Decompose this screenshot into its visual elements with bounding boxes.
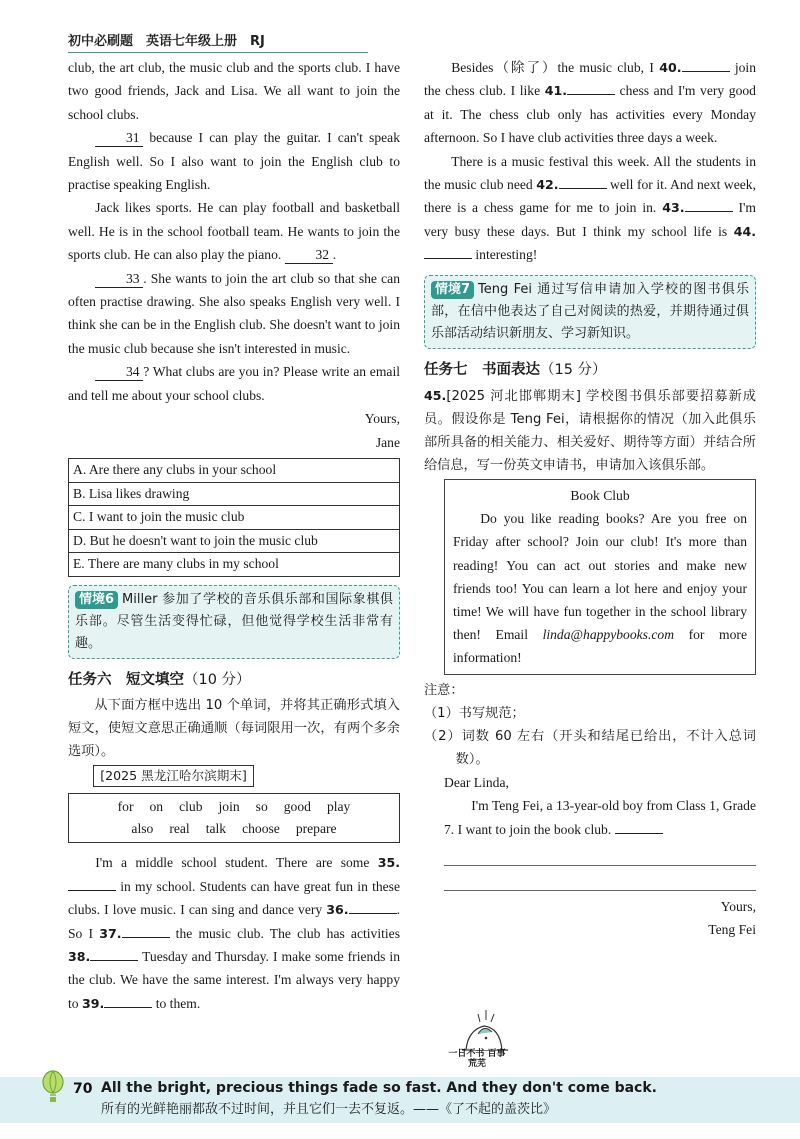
text: . So I — [68, 902, 400, 941]
question-number: 44. — [733, 223, 756, 239]
answer-blank-33[interactable]: 33 — [95, 270, 143, 288]
letter-closing: Yours, — [720, 898, 756, 914]
question-number: 41. — [544, 83, 568, 99]
paragraph — [68, 267, 400, 361]
sketch-caption: 一日不书 百事荒芜 — [448, 1049, 506, 1069]
page-number: 70 — [73, 1081, 93, 1097]
cloze-paragraph-3 — [424, 150, 756, 267]
text: in my school. Students can have great fun in these clubs. I love music. I can sing and dance very — [68, 878, 400, 918]
task-7-title — [424, 359, 756, 382]
word-row-1 — [69, 796, 399, 818]
letter-signer: Jane — [375, 434, 400, 450]
paragraph — [68, 126, 400, 196]
word: on — [149, 799, 164, 815]
paragraph — [68, 360, 400, 407]
word: real — [169, 821, 190, 837]
scene-text: Teng Fei 通过写信申请加入学校的图书俱乐部，在信中他表达了自己对阅读的热爱，并期待通过俱乐部活动结识新朋友、学习新知识。 — [431, 281, 749, 341]
option-c: C. I want to join the music club — [69, 506, 399, 530]
answer-blank-38[interactable] — [90, 960, 138, 961]
writing-line[interactable] — [444, 841, 756, 866]
question-number: 35. — [377, 855, 400, 871]
text: for more information! — [453, 627, 747, 666]
book-club-notice — [444, 479, 756, 675]
word: play — [326, 799, 351, 815]
answer-blank-39[interactable] — [104, 1007, 152, 1008]
paragraph-text: . She wants to join the art club so that she can often practise drawing. She also speaks English very well. I think she can be in the English club. She doesn't want to join the music club because she isn't interested in music. — [68, 270, 400, 356]
source-tag: [2025 黑龙江哈尔滨期末] — [93, 765, 254, 787]
text: I'm Teng Fei, a 13-year-old boy from Class 1, Grade 7. I want to join the book club. — [444, 798, 756, 837]
question-number: 43. — [662, 200, 685, 216]
question-number: 37. — [99, 925, 122, 941]
answer-blank-44[interactable] — [424, 258, 472, 259]
task-6-instructions: 从下面方框中选出 10 个单词，并将其正确形式填入短文，使短文意思正确通顺（每词限用一次，有两个多余选项）。 — [68, 698, 400, 760]
question-text: [2025 河北邯郸期末] 学校图书俱乐部要招募新成员。假设你是 Teng Fei，请根据你的情况（加入此俱乐部所具备的相关能力、相关爱好、期待等方面）并结合所给信息，写一份英文申请书，申请加入该俱乐部。 — [424, 389, 756, 474]
paragraph-text: because I can play the guitar. I can't speak English well. So I also want to join the English club to practise speaking English. — [68, 130, 400, 193]
answer-blank-32[interactable]: 32 — [285, 246, 333, 264]
text: interesting! — [472, 247, 538, 263]
footer-quote-en: All the bright, precious things fade so fast. And they don't come back. — [101, 1080, 657, 1096]
question-number: 45. — [424, 388, 447, 404]
letter-closing: Yours, — [364, 411, 400, 427]
option-b: B. Lisa likes drawing — [69, 483, 399, 507]
balloon-icon — [40, 1070, 66, 1104]
question-number: 38. — [68, 948, 91, 964]
text: There is a music festival this week. All the students in the music club need — [424, 153, 756, 193]
text: Do you like reading books? Are you free on Friday after school? Join our club! It's more than reading! You can act out stories and make new friends too! You can learn a lot here and enjoy your time! We will have fun together in the school library then! Email — [453, 511, 747, 643]
word: choose — [242, 821, 280, 837]
note-item-1: （1）书写规范； — [424, 705, 525, 721]
text: the music club. The club has activities — [169, 925, 400, 941]
task-points: （15 分） — [540, 361, 607, 378]
answer-blank-42[interactable] — [559, 188, 607, 189]
punctuation: . — [332, 247, 337, 263]
footer-quote-cn: 所有的光鲜艳丽都敌不过时间，并且它们一去不复返。——《了不起的盖茨比》 — [101, 1102, 557, 1117]
question-number: 36. — [326, 902, 349, 918]
writing-line[interactable] — [444, 866, 756, 891]
paragraph-text: ? What clubs are you in? Please write an email and tell me about your school clubs. — [68, 364, 400, 403]
answer-blank-35[interactable] — [68, 890, 116, 891]
text: I'm very busy these days. But I think my school life is — [424, 200, 756, 239]
note-item-2: （2）词数 60 左右（开头和结尾已给出，不计入总词数）。 — [424, 728, 756, 767]
notice-title: Book Club — [570, 488, 630, 504]
options-box — [68, 458, 400, 577]
right-column — [424, 56, 756, 942]
question-number: 42. — [536, 177, 559, 193]
answer-blank-31[interactable]: 31 — [95, 129, 143, 147]
cloze-paragraph-2 — [424, 56, 756, 150]
text: well for it. And next week, there is a chess game for me to join in. — [424, 177, 756, 216]
scene-text: Miller 参加了学校的音乐俱乐部和国际象棋俱乐部。尽管生活变得忙碌，但他觉得学校生活非常有趣。 — [75, 591, 393, 651]
word-row-2 — [69, 818, 399, 840]
paragraph: club, the art club, the music club and the sports club. I have two good friends, Jack and Lisa. We all want to join the school clubs. — [68, 60, 400, 122]
left-column — [68, 56, 400, 1015]
word: club — [179, 799, 203, 815]
task-title-text: 任务六 短文填空 — [68, 671, 184, 688]
word: prepare — [295, 821, 337, 837]
note-title: 注意： — [424, 682, 464, 698]
task-title-text: 任务七 书面表达 — [424, 361, 540, 378]
text: chess and I'm very good at it. The chess club only has activities every Monday afternoon. So I have club activities three days a week. — [424, 83, 756, 146]
question-number: 40. — [659, 60, 682, 75]
word: for — [117, 799, 134, 815]
text: Besides（除了）the music club, I — [451, 60, 660, 75]
answer-blank-37[interactable] — [122, 937, 170, 938]
email-link[interactable]: linda@happybooks.com — [542, 627, 675, 643]
word: join — [218, 799, 240, 815]
answer-blank-36[interactable] — [349, 913, 397, 914]
text: Tuesday and Thursday. I make some friends in the club. We have the same interest. I'm always very happy to — [68, 948, 400, 1011]
notice-body — [453, 507, 747, 669]
letter-signer: Teng Fei — [708, 922, 756, 938]
word: good — [283, 799, 311, 815]
answer-blank-41[interactable] — [567, 94, 615, 95]
word: so — [255, 799, 268, 815]
text: join the chess club. I like — [424, 60, 757, 99]
scene-7-box — [424, 275, 756, 349]
letter-start — [424, 794, 756, 841]
task-points: （10 分） — [184, 671, 251, 688]
text: I'm a middle school student. There are some — [95, 855, 378, 871]
option-a: A. Are there any clubs in your school — [69, 459, 399, 483]
text: to them. — [152, 995, 201, 1011]
answer-blank-40[interactable] — [682, 71, 730, 72]
paragraph — [68, 196, 400, 266]
scene-tag: 情境6 — [75, 591, 118, 609]
question-number: 39. — [81, 995, 105, 1011]
writing-line-start[interactable] — [615, 833, 663, 834]
letter-salutation: Dear Linda, — [444, 774, 509, 790]
option-d: D. But he doesn't want to join the music club — [69, 530, 399, 554]
task-6-title — [68, 669, 400, 692]
option-e: E. There are many clubs in my school — [73, 556, 279, 572]
word: talk — [205, 821, 227, 837]
answer-blank-43[interactable] — [685, 211, 733, 212]
scene-tag: 情境7 — [431, 281, 474, 299]
question-45 — [424, 384, 756, 477]
cloze-paragraph-1 — [68, 851, 400, 1015]
running-header: 初中必刷题 英语七年级上册 RJ — [68, 30, 368, 53]
word: also — [131, 821, 154, 837]
word-bank — [68, 793, 400, 843]
answer-blank-34[interactable]: 34 — [95, 363, 143, 381]
scene-6-box — [68, 585, 400, 659]
paragraph-text: Jack likes sports. He can play football and basketball well. He is in the school football team. He wants to join the sports club. He can also play the piano. — [68, 200, 400, 263]
